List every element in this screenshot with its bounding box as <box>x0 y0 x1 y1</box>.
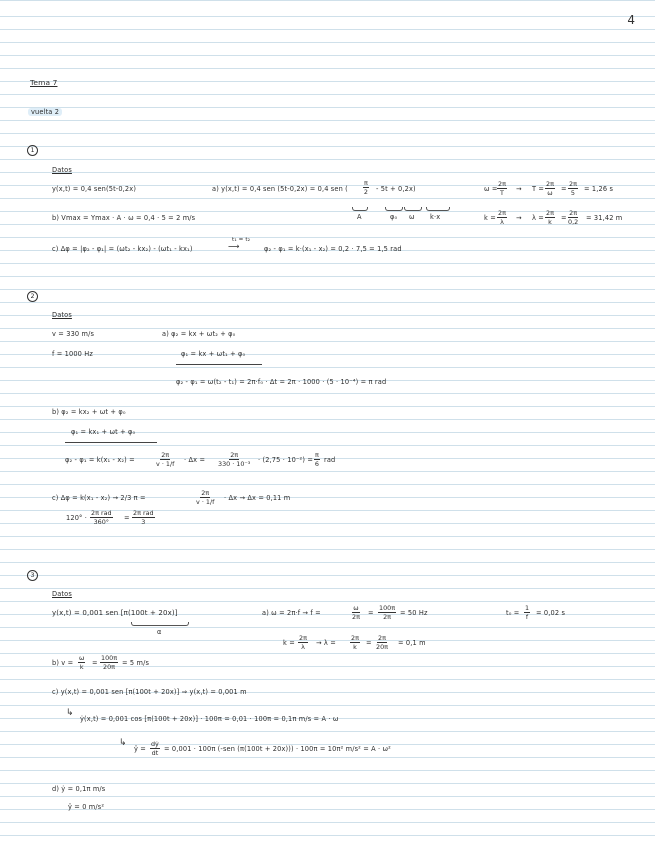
problem-2-number: 2 <box>27 291 38 302</box>
p3-c-derivative-fraction: $\frac{\text{dẏ}}{dt}$ <box>151 740 159 757</box>
p2-b-mid2: · (2,75 · 10⁻²) = <box>258 456 313 464</box>
p3-a-fraction-1: $\frac{\omega}{2\pi}$ <box>352 604 360 621</box>
brace-A-label: A <box>357 213 362 221</box>
p3-c-position: c) y(x,t) = 0,001 sen [π(100t + 20x)] ⇒ y(x,t) = 0,001 m <box>52 688 247 696</box>
p2-c-deg-fraction-1: 2π rad 360° <box>91 509 112 526</box>
brace-w-label: ω <box>409 213 415 221</box>
p2-speed: v = 330 m/s <box>52 330 95 338</box>
brace-omega <box>404 207 422 211</box>
p2-b-unit: rad <box>324 456 336 464</box>
p1-k-lhs: k = <box>484 214 496 222</box>
p2-b-phi1: φ₁ = kx₁ + ωt + φ₀ <box>71 428 136 436</box>
p2-c-fraction: $\frac{2\pi}{v \cdot 1/f}$ <box>196 489 215 506</box>
p2-b-fraction-3: $\frac{\pi}{6}$ <box>314 451 319 468</box>
p2-a-result: φ₂ - φ₁ = ω(t₂ - t₁) = 2π·f₀ · Δt = 2π · 1000 · (5 · 10⁻⁴) = π rad <box>176 378 387 386</box>
p3-a-lhs: a) ω = 2π·f → f = <box>262 609 321 617</box>
p2-frequency: f = 1000 Hz <box>52 350 93 358</box>
problem-3-number: 3 <box>27 570 38 581</box>
p1-lambda-lhs: λ = <box>532 214 544 222</box>
p1-lambda-result: = 31,42 m <box>586 214 623 222</box>
p2-datos-heading: Datos <box>52 311 72 319</box>
p1-k-fraction: $\frac{2\pi}{\lambda}$ <box>498 209 506 226</box>
p3-b-lhs: b) v = <box>52 659 74 667</box>
p1-T-eq: = <box>561 185 567 193</box>
p3-wave-equation: y(x,t) = 0,001 sen [π(100t + 20x)] <box>52 609 178 617</box>
p3-b-result: = 5 m/s <box>122 659 150 667</box>
p2-b-phi2: b) φ₂ = kx₂ + ωt + φ₀ <box>52 408 126 416</box>
p1-lambda-fraction-1: $\frac{2\pi}{k}$ <box>546 209 554 226</box>
p1-c-long-arrow: ⟶ <box>228 242 240 251</box>
p2-b-subtraction-line <box>65 442 157 443</box>
p3-k-eq: = <box>366 639 372 647</box>
page-number: 4 <box>627 13 635 27</box>
p3-alpha-label: α <box>157 628 162 636</box>
p3-c-velocity: ẏ(x,t) = 0,001 cos [π(100t + 20x)] · 100π = 0,01 · 100π = 0,1π m/s = A · ω <box>80 715 339 723</box>
p3-alpha-brace <box>131 622 189 626</box>
p3-b-fraction-1: $\frac{\omega}{k}$ <box>79 654 85 671</box>
page-subtitle: vuelta 2 <box>28 108 62 116</box>
p3-k-fraction-1: $\frac{2\pi}{\lambda}$ <box>299 634 307 651</box>
p3-c-accel-lhs: ÿ = <box>134 745 146 753</box>
p1-datos-heading: Datos <box>52 166 72 174</box>
p1-w-lhs: ω = <box>484 185 498 193</box>
p3-datos-heading: Datos <box>52 590 72 598</box>
problem-1-number: 1 <box>27 145 38 156</box>
brace-amplitude <box>352 207 368 211</box>
p2-c-deg-fraction-2: 2π rad 3 <box>133 509 154 526</box>
p1-T-lhs: T = <box>532 185 545 193</box>
p2-b-fraction-2: $\frac{2\pi}{\text{330 · 10⁻³}}$ <box>218 451 251 468</box>
p3-k-fraction-2: $\frac{2\pi}{k}$ <box>351 634 359 651</box>
p1-c-condition: t₁ = t₂ <box>232 237 251 243</box>
p1-w-fraction: $\frac{2\pi}{T}$ <box>498 180 506 197</box>
p1-T-fraction-1: $\frac{2\pi}{\omega}$ <box>546 180 554 197</box>
p2-a-phi2: a) φ₂ = kx + ωt₂ + φ₀ <box>162 330 236 338</box>
p3-T-fraction: $\frac{1}{f}$ <box>525 604 530 621</box>
p1-T-result: = 1,26 s <box>584 185 614 193</box>
p1-lambda-eq: = <box>561 214 567 222</box>
p1-a-rest: - 5t + 0,2x) <box>376 185 416 193</box>
p2-b-fraction-1: $\frac{2\pi}{v \cdot 1/f}$ <box>156 451 175 468</box>
p2-b-lhs: φ₂ - φ₁ = k(x₁ - x₂) = <box>65 456 135 464</box>
brace-kx <box>426 207 450 211</box>
p1-c-phase-diff: c) Δφ = |φ₂ - φ₁| = (ωt₂ - kx₂) - (ωt₁ - kx₁) <box>52 245 193 253</box>
p2-a-subtraction-line <box>176 364 262 365</box>
p1-w-arrow: → <box>516 185 522 193</box>
p3-b-fraction-2: $\frac{100\pi}{20\pi}$ <box>101 654 118 671</box>
p3-c-hook-arrow-1: ↳ <box>66 708 74 718</box>
p1-a-pi-fraction: $\frac{\pi}{2}$ <box>363 179 368 196</box>
p2-a-phi1: φ₁ = kx + ωt₁ + φ₀ <box>181 350 246 358</box>
brace-k-label: k·x <box>430 213 441 221</box>
p3-c-accel-rhs: = 0,001 · 100π (-sen (π(100t + 20x))) · 100π = 10π² m/s² = A · ω² <box>164 745 391 753</box>
p3-d-acceleration: ÿ = 0 m/s² <box>68 803 105 811</box>
p3-k-lhs: k = <box>283 639 295 647</box>
p2-c-deg-eq: = <box>124 514 130 522</box>
p2-b-mid: · Δx = <box>184 456 206 464</box>
p3-a-fraction-2: $\frac{100\pi}{2\pi}$ <box>379 604 396 621</box>
p3-T-lhs: t₀ = <box>506 609 520 617</box>
p1-lambda-fraction-2: $\frac{2\pi}{0,2}$ <box>568 209 579 226</box>
p3-a-result: = 50 Hz <box>400 609 428 617</box>
p3-k-result: = 0,1 m <box>398 639 426 647</box>
p3-c-hook-arrow-2: ↳ <box>119 738 127 748</box>
brace-phi0-label: φ₀ <box>390 213 398 221</box>
p1-c-result: φ₂ - φ₁ = k·(x₁ - x₂) = 0,2 · 7,5 = 1,5 rad <box>264 245 402 253</box>
page-title: Tema 7 <box>30 78 58 87</box>
p3-k-fraction-3: $\frac{2\pi}{20\pi}$ <box>376 634 388 651</box>
p1-a-lhs: a) y(x,t) = 0,4 sen (5t-0,2x) = 0,4 sen ( <box>212 185 348 193</box>
p1-k-arrow: → <box>516 214 522 222</box>
p3-d-velocity: d) ẏ = 0,1π m/s <box>52 785 106 793</box>
p3-k-mid: → λ = <box>316 639 336 647</box>
brace-phase <box>385 207 403 211</box>
p1-wave-equation: y(x,t) = 0,4 sen(5t-0,2x) <box>52 185 137 193</box>
p1-b-vmax: b) Vmax = Ymax · A · ω = 0,4 · 5 = 2 m/s <box>52 214 196 222</box>
p1-T-fraction-2: $\frac{2\pi}{5}$ <box>569 180 577 197</box>
p2-c-degrees: 120° · <box>66 514 87 522</box>
p3-b-eq: = <box>92 659 98 667</box>
p2-c-rhs: · Δx → Δx = 0,11 m <box>224 494 291 502</box>
p2-c-lhs: c) Δφ = k(x₁ - x₂) → 2/3 π = <box>52 494 146 502</box>
p3-a-eq: = <box>368 609 374 617</box>
p3-T-result: = 0,02 s <box>536 609 566 617</box>
